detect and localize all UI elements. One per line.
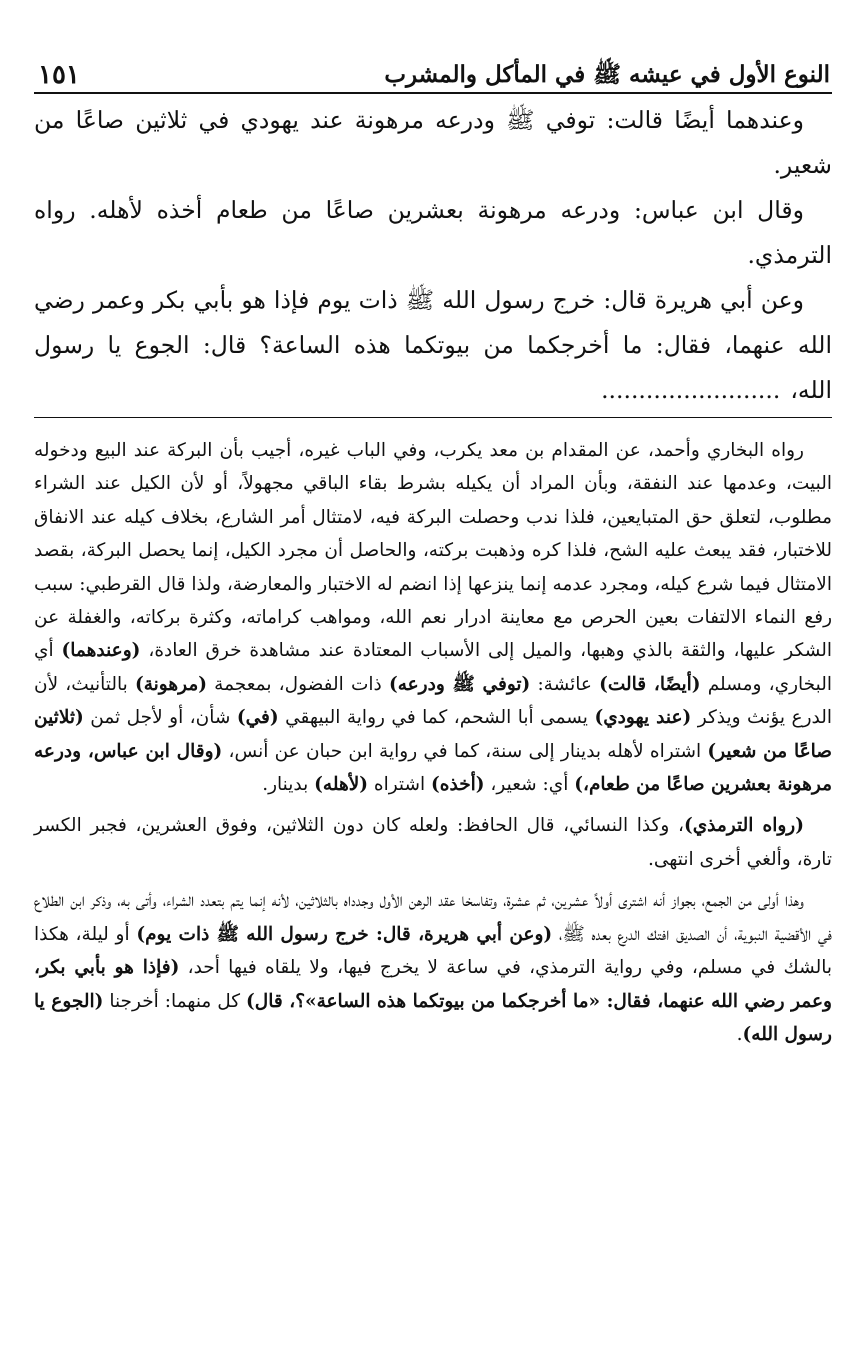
- hadith-text: [34, 98, 832, 413]
- bold-quote-segment: (أيضًا، قالت): [599, 673, 701, 695]
- hadith-paragraph: [34, 278, 832, 413]
- continuation-dots: ........................: [601, 376, 781, 404]
- chapter-title: النوع الأول في عيشه ﷺ في المأكل والمشرب: [384, 61, 830, 88]
- hadith-segment: وقال ابن عباس: ودرعه مرهونة بعشرين صاعًا من طعام أخذه لأهله. رواه الترمذي.: [34, 196, 832, 269]
- commentary-segment: أو ليلة، هكذا بالشك في مسلم، وفي رواية الترمذي، في ساعة لا يخرج فيها، ولا يلقاه فيها أحد،: [34, 923, 832, 979]
- commentary-paragraph: [34, 809, 832, 876]
- bold-quote-segment: (الجوع يا رسول الله): [34, 990, 832, 1045]
- bold-quote-segment: (عند يهودي): [594, 707, 692, 729]
- bold-quote-segment: (فإذا هو بأبي بكر، وعمر رضي الله عنهما، فقال: «ما أخرجكما من بيوتكما هذه الساعة»؟، قال): [34, 957, 832, 1012]
- hadith-segment: وعن أبي هريرة قال: خرج رسول الله ﷺ ذات يوم فإذا هو بأبي بكر وعمر رضي الله عنهما، فقال: ما أخرجكما من بيوتكما هذه الساعة؟ قال: الجوع يا رسول الله،: [34, 286, 832, 404]
- hadith-paragraph: [34, 188, 832, 278]
- commentary-segment: ، وكذا النسائي، قال الحافظ: ولعله كان دون الثلاثين، وفوق العشرين، فجبر الكسر تارة، وألغي أخرى انتهى.: [34, 815, 832, 870]
- commentary-segment: .: [736, 1023, 743, 1045]
- hadith-paragraph: [34, 98, 832, 188]
- bold-quote-segment: (ثلاثين صاعًا من شعير): [34, 707, 832, 762]
- separator-line: [34, 417, 832, 418]
- book-page: [34, 52, 832, 1059]
- commentary-paragraph: [34, 434, 832, 801]
- commentary-segment: اشتراه لأهله بدينار إلى سنة، كما في رواية ابن حبان عن أنس،: [222, 740, 708, 762]
- bold-quote-segment: (وعندهما): [61, 640, 141, 662]
- commentary-segment: شأن، أو لأجل ثمن: [83, 707, 237, 729]
- running-header: [34, 52, 832, 94]
- commentary-segment: ذات الفضول، بمعجمة: [207, 673, 389, 695]
- bold-quote-segment: (وقال ابن عباس، ودرعه مرهونة بعشرين صاعًا من طعام،): [34, 740, 832, 796]
- hadith-segment: وعندهما أيضًا قالت: توفي ﷺ ودرعه مرهونة عند يهودي في ثلاثين صاعًا من شعير.: [34, 106, 832, 179]
- bold-quote-segment: (مرهونة): [134, 673, 207, 695]
- commentary-segment: كل منهما: أخرجنا: [103, 990, 247, 1012]
- bold-quote-segment: (في): [236, 707, 279, 729]
- commentary-segment: يسمى أبا الشحم، كما في رواية البيهقي: [278, 707, 595, 729]
- commentary-segment: أي: شعير،: [484, 774, 575, 796]
- commentary-segment: رواه البخاري وأحمد، عن المقدام بن معد يكرب، وفي الباب غيره، أجيب بأن البركة عند البيع ودخوله البيت، وعدمها عند النفقة، وبأن المراد أن يكيله بشرط بقاء الباقي مجهولاً، أو لأن الكيل عند الشراء مطلوب، لتعلق حق المتبايعين، فلذا ندب وحصلت البركة فيه، لامتثال أمر الشارع، بخلاف كيله عند الانفاق للاختبار، فقد يبعث عليه الشح، فلذا كره وذهبت بركته، والحاصل أن مجرد الكيل، إنما يحصل البركة، بقصد الامتثال فيما شرع كيله، ومجرد عدمه إنما ينزعها إذا انضم له الاختبار والمعارضة، ولذا قال القرطبي: سبب رفع النماء الالتفات بعين الحرص مع معاينة ادرار نعم الله، ومواهب كراماته، وكثرة بركاته، والغفلة عن الشكر عليها، والثقة بالذي وهبها، والميل إلى الأسباب المعتادة عند مشاهدة خرق العادة،: [34, 440, 832, 662]
- commentary-segment: بدينار.: [262, 774, 315, 796]
- commentary-segment: اشتراه: [368, 774, 432, 796]
- bold-quote-segment: (وعن أبي هريرة، قال: خرج رسول الله ﷺ ذات يوم): [136, 923, 553, 945]
- commentary-text: [34, 434, 832, 1051]
- bold-quote-segment: (لأهله): [314, 774, 369, 796]
- commentary-segment: بالتأنيث، لأن الدرع يؤنث ويذكر: [34, 673, 833, 729]
- bold-quote-segment: (توفي ﷺ ودرعه): [388, 673, 531, 695]
- commentary-segment: أي البخاري، ومسلم: [34, 640, 832, 695]
- commentary-paragraph: [34, 884, 832, 1051]
- bold-quote-segment: (رواه الترمذي): [683, 815, 804, 837]
- page-number: ١٥١: [38, 60, 80, 90]
- commentary-segment: عائشة:: [530, 673, 600, 695]
- bold-quote-segment: (أخذه): [431, 774, 485, 796]
- commentary-segment: وهذا أولى من الجمع، بجواز أنه اشترى أولاً عشرين، ثم عشرة، وتفاسخا عقد الرهن الأول وجدداه بالثلاثين، لأنه إنما يتم بتعدد الشراء، وأتى به، وذكر ابن الطلاع في الأقضية النبوية، أن الصديق افتك الدرع بعده ﷺ،: [34, 890, 832, 945]
